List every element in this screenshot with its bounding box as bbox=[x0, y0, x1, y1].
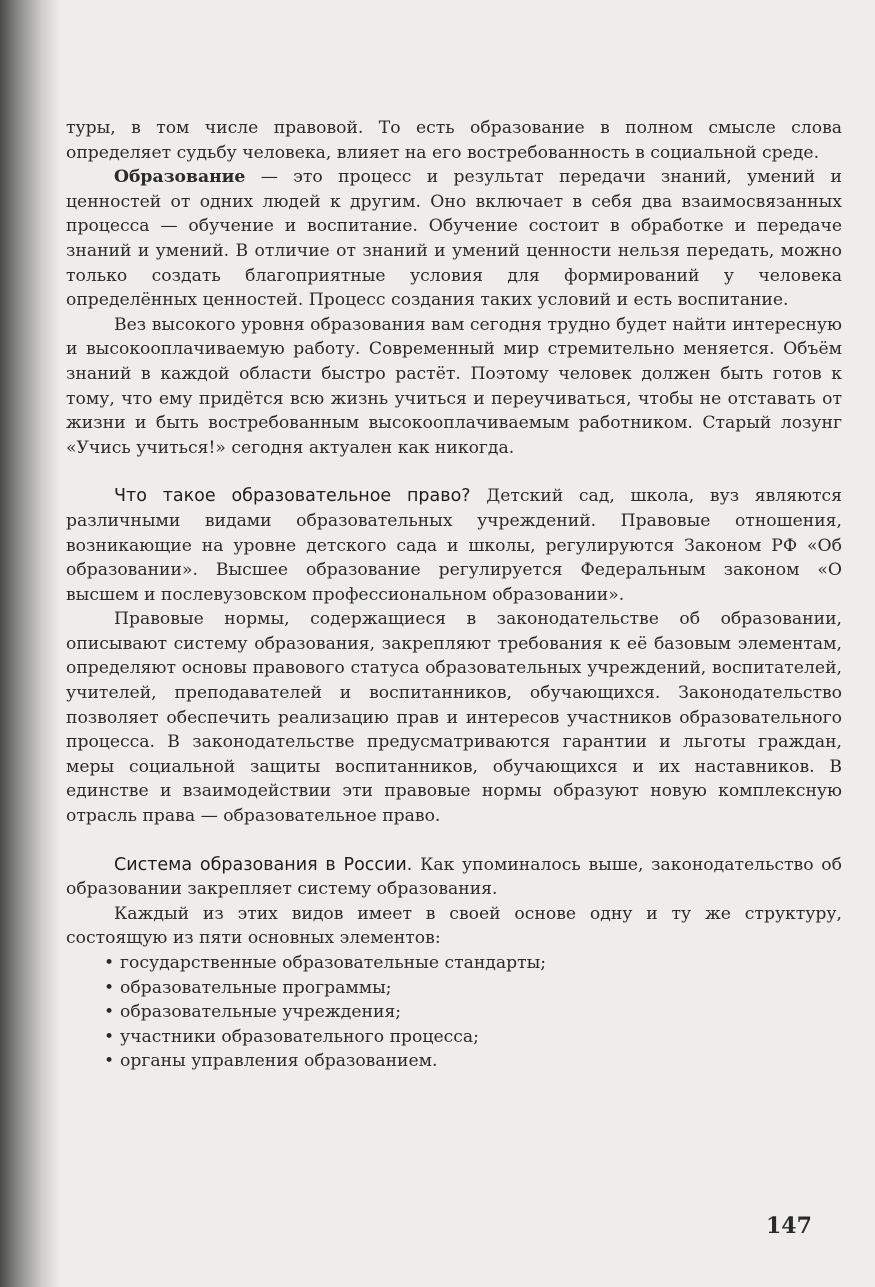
list-item: • участники образовательного процесса; bbox=[104, 1025, 842, 1050]
paragraph-education-definition bbox=[66, 165, 842, 313]
section-educational-law-text: Детский сад, школа, вуз являются различными видами образовательных учреждений. Правовые отношения, возникающие на уровне детского сада и школы, регулируются Законом РФ «Об образовании». Высшее образование регулируется Федеральным законом «О высшем и послевузовском профессиональном образовании». bbox=[66, 486, 842, 605]
page-body bbox=[66, 116, 842, 1074]
paragraph-continuation: туры, в том числе правовой. То есть образование в полном смысле слова определяет судьбу человека, влияет на его востребованность в социальной среде. bbox=[66, 118, 842, 163]
elements-list bbox=[66, 951, 842, 1074]
paragraph-education-definition-text: — это процесс и результат передачи знаний, умений и ценностей от одних людей к другим. Оно включает в себя два взаимосвязанных процесса — обучение и воспитание. Обучение состоит в обработке и передаче знаний и умений. В отличие от знаний и умений ценности нельзя передать, можно только создать благоприятные условия для формирований у человека определённых ценностей. Процесс создания таких условий и есть воспитание. bbox=[66, 167, 842, 311]
paragraph-legal-norms: Правовые нормы, содержащиеся в законодательстве об образовании, описывают систему образования, закрепляют требования к её базовым элементам, определяют основы правового статуса образовательных учреждений, воспитателей, учителей, преподавателей и воспитанников, обучающихся. Законодательство позволяет обеспечить реализацию прав и интересов участников образовательного процесса. В законодательстве предусматриваются гарантии и льготы граждан, меры социальной защиты воспитанников, обучающихся и их наставников. В единстве и взаимодействии эти правовые нормы образуют новую комплексную отрасль права — образовательное право. bbox=[66, 609, 842, 827]
paragraph-structure: Каждый из этих видов имеет в своей основе одну и ту же структуру, состоящую из пяти основных элементов: bbox=[66, 903, 842, 949]
page-binding-shadow bbox=[0, 0, 60, 1287]
section-educational-law bbox=[66, 484, 842, 607]
section-heading-education-system: Система образования в России. bbox=[114, 854, 413, 875]
list-item: • органы управления образованием. bbox=[104, 1049, 842, 1074]
list-item: • образовательные программы; bbox=[104, 976, 842, 1001]
term-education: Образование bbox=[114, 167, 246, 188]
page-number: 147 bbox=[766, 1213, 812, 1239]
list-item: • государственные образовательные стандарты; bbox=[104, 951, 842, 976]
paragraph-high-level-education: Вез высокого уровня образования вам сегодня трудно будет найти интересную и высокооплачиваемую работу. Современный мир стремительно меняется. Объём знаний в каждой области быстро растёт. Поэтому человек должен быть готов к тому, что ему придётся всю жизнь учиться и переучиваться, чтобы не отставать от жизни и быть востребованным высокооплачиваемым работником. Старый лозунг «Учись учиться!» сегодня актуален как никогда. bbox=[66, 314, 842, 458]
section-education-system bbox=[66, 853, 842, 902]
section-heading-educational-law: Что такое образовательное право? bbox=[114, 486, 471, 507]
list-item: • образовательные учреждения; bbox=[104, 1000, 842, 1025]
section-education-system-text: Как упоминалось выше, законодательство об образовании закрепляет систему образования. bbox=[66, 854, 842, 900]
